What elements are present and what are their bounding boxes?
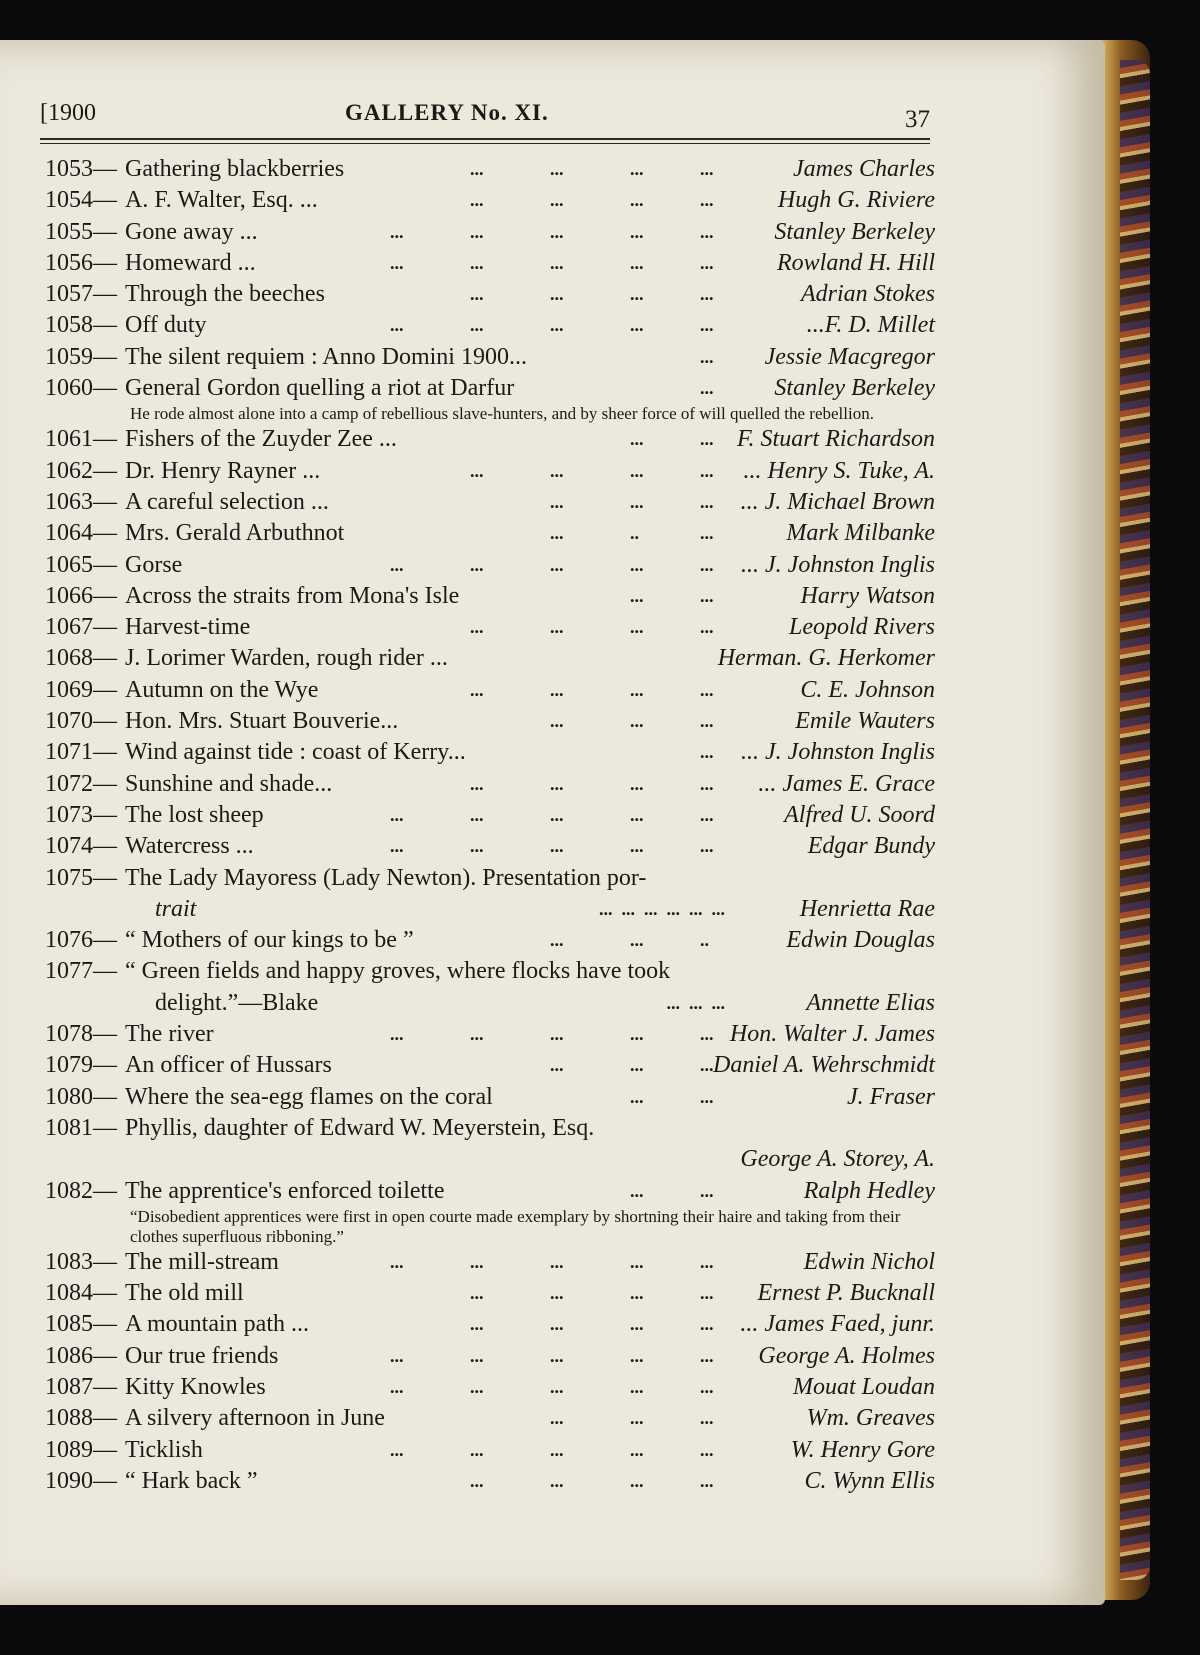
entry-title: Off duty (125, 312, 207, 339)
catalogue-entry (45, 1403, 935, 1434)
catalogue-entry (45, 373, 935, 404)
entry-title: The Lady Mayoress (Lady Newton). Presentation por- (125, 864, 647, 891)
leader-dots: ... (550, 1408, 564, 1429)
header-rule (40, 138, 930, 140)
leader-dots: ... (390, 221, 404, 242)
entry-artist: Henrietta Rae (799, 895, 935, 922)
entry-number: 1076— (45, 927, 117, 954)
entry-number: 1084— (45, 1280, 117, 1307)
catalogue-entry (45, 1278, 935, 1309)
entry-artist: Hugh G. Riviere (777, 187, 935, 214)
entry-number: 1083— (45, 1248, 117, 1275)
entry-continuation (45, 988, 935, 1019)
entry-artist: J. Fraser (847, 1083, 935, 1110)
leader-dots: ... (470, 252, 484, 273)
catalogue-entry (45, 424, 935, 455)
leader-dots: ... (390, 1024, 404, 1045)
catalogue-entry (45, 456, 935, 487)
leader-dots: ... (470, 1314, 484, 1335)
leader-dots: ... (700, 1251, 714, 1272)
entry-number: 1057— (45, 281, 117, 308)
leader-dots: ... (550, 773, 564, 794)
leader-dots: ... (390, 1439, 404, 1460)
leader-dots: ... (700, 252, 714, 273)
entry-artist: ... Henry S. Tuke, A. (743, 457, 935, 484)
catalogue-entry (45, 863, 935, 894)
entry-artist: Jessie Macgregor (764, 343, 935, 370)
entry-continuation (45, 1144, 935, 1175)
catalogue-entry (45, 1372, 935, 1403)
leader-dots: ... (470, 617, 484, 638)
catalogue-entry (45, 1309, 935, 1340)
catalogue-entry (45, 1176, 935, 1207)
entry-title: A silvery afternoon in June (125, 1405, 385, 1432)
catalogue-entry (45, 925, 935, 956)
leader-dots: ... (700, 315, 714, 336)
header-year: [1900 (40, 100, 96, 126)
catalogue-entry (45, 185, 935, 216)
entry-artist: Edwin Nichol (803, 1248, 935, 1275)
leader-dots: ... (630, 1408, 644, 1429)
leader-dots: ... (700, 1408, 714, 1429)
entry-artist: C. E. Johnson (800, 676, 935, 703)
catalogue-entry (45, 217, 935, 248)
leader-dots: ... (700, 1180, 714, 1201)
entry-title: Across the straits from Mona's Isle (125, 582, 460, 609)
leader-dots: ... (550, 804, 564, 825)
entry-title: Gone away ... (125, 218, 258, 245)
leader-dots: ... (700, 491, 714, 512)
catalogue-entry (45, 1435, 935, 1466)
entry-number: 1070— (45, 708, 117, 735)
entry-artist: ... J. Michael Brown (740, 488, 935, 515)
leader-dots: ... (630, 491, 644, 512)
entry-artist: Mouat Loudan (792, 1373, 935, 1400)
leader-dots: ... (700, 1314, 714, 1335)
leader-dots: ... (630, 1439, 644, 1460)
entry-artist: F. Stuart Richardson (736, 426, 935, 453)
leader-dots: ... (630, 429, 644, 450)
leader-dots: ... (470, 773, 484, 794)
entry-artist: Ralph Hedley (803, 1177, 935, 1204)
leader-dots: ... (630, 460, 644, 481)
entry-title: The mill-stream (125, 1248, 279, 1275)
continuation-text: delight.”—Blake (155, 989, 319, 1016)
entry-title: A mountain path ... (125, 1311, 309, 1338)
leader-dots: ... (550, 252, 564, 273)
leader-dots: ... (550, 1314, 564, 1335)
entry-number: 1065— (45, 551, 117, 578)
entry-artist: Edgar Bundy (807, 833, 935, 860)
entry-note: He rode almost alone into a camp of rebellious slave-hunters, and by sheer force of will quelled the rebellion. (130, 404, 874, 424)
entry-number: 1064— (45, 520, 117, 547)
catalogue-entry (45, 1466, 935, 1497)
leader-dots: ... (390, 1376, 404, 1397)
catalogue-entry (45, 154, 935, 185)
entry-title: Mrs. Gerald Arbuthnot (125, 520, 345, 547)
entry-number: 1079— (45, 1052, 117, 1079)
entry-artist: Herman. G. Herkomer (717, 645, 935, 672)
entry-number: 1062— (45, 457, 117, 484)
entry-number: 1089— (45, 1436, 117, 1463)
entry-title: Wind against tide : coast of Kerry... (125, 739, 466, 766)
leader-dots: ... (700, 190, 714, 211)
leader-dots: ... (630, 1376, 644, 1397)
entry-number: 1058— (45, 312, 117, 339)
entry-artist: C. Wynn Ellis (804, 1467, 935, 1494)
entry-number: 1078— (45, 1021, 117, 1048)
entry-number: 1055— (45, 218, 117, 245)
leader-dots: ... (390, 836, 404, 857)
leader-dots: ... (390, 554, 404, 575)
leader-dots: ... (390, 315, 404, 336)
entry-artist: ... J. Johnston Inglis (741, 551, 935, 578)
leader-dots: ... (470, 1024, 484, 1045)
catalogue-entry (45, 956, 935, 987)
entry-artist: Harry Watson (800, 582, 935, 609)
catalogue-entry (45, 675, 935, 706)
entry-number: 1090— (45, 1467, 117, 1494)
entry-title: The old mill (125, 1280, 244, 1307)
entry-title: The apprentice's enforced toilette (125, 1177, 445, 1204)
leader-dots: ... (470, 221, 484, 242)
catalogue-entry (45, 279, 935, 310)
leader-dots: ... (550, 930, 564, 951)
leader-dots: .. (630, 523, 639, 544)
leader-dots: ... (700, 773, 714, 794)
leader-dots: ... (700, 836, 714, 857)
entry-title: “ Mothers of our kings to be ” (125, 927, 414, 954)
leader-dots: ... (630, 836, 644, 857)
leader-dots: ... (470, 1345, 484, 1366)
catalogue-entry (45, 1113, 935, 1144)
entry-number: 1060— (45, 375, 117, 402)
page-number: 37 (905, 106, 930, 133)
catalogue-entry (45, 643, 935, 674)
leader-dots: ... (470, 836, 484, 857)
leader-dots: ... (550, 1251, 564, 1272)
entry-artist: Stanley Berkeley (774, 375, 935, 402)
leader-dots: ... (630, 617, 644, 638)
entry-title: “ Green fields and happy groves, where flocks have took (125, 958, 671, 985)
catalogue-entry (45, 1050, 935, 1081)
entry-artist: George A. Holmes (758, 1342, 935, 1369)
leader-dots: ... (470, 284, 484, 305)
entry-title: Fishers of the Zuyder Zee ... (125, 426, 397, 453)
leader-dots: ... (550, 159, 564, 179)
leader-dots: ... (470, 1439, 484, 1460)
entry-title: Phyllis, daughter of Edward W. Meyerstein, Esq. (125, 1114, 595, 1141)
leader-dots: ... (630, 1024, 644, 1045)
entry-title: Sunshine and shade... (125, 770, 333, 797)
entry-number: 1068— (45, 645, 117, 672)
header-gallery: GALLERY No. XI. (345, 100, 549, 125)
leader-dots: ... (630, 1251, 644, 1272)
entry-artist: Hon. Walter J. James (729, 1021, 935, 1048)
entry-artist: Edwin Douglas (786, 927, 935, 954)
leader-dots: ... (700, 1470, 714, 1491)
leader-dots: ... (390, 1251, 404, 1272)
leader-dots: ... (700, 378, 714, 399)
leader-dots: ... (700, 221, 714, 242)
entry-title: Our true friends (125, 1342, 279, 1369)
entry-title: Watercress ... (125, 833, 254, 860)
leader-dots: ... (550, 836, 564, 857)
entry-artist: Rowland H. Hill (776, 249, 935, 276)
leader-dots: ... (550, 1283, 564, 1304)
entry-title: Autumn on the Wye (125, 676, 319, 703)
entry-number: 1073— (45, 801, 117, 828)
leader-dots: ... (550, 1345, 564, 1366)
leader-dots: ... (550, 1470, 564, 1491)
catalogue-entry (45, 248, 935, 279)
leader-dots: ... (700, 1283, 714, 1304)
leader-dots: ... (630, 1180, 644, 1201)
entry-title: Homeward ... (125, 249, 256, 276)
catalogue-entry (45, 800, 935, 831)
leader-dots: ... (700, 679, 714, 700)
leader-dots: ... (470, 159, 484, 179)
entry-artist: ... James E. Grace (758, 770, 935, 797)
entry-artist: Leopold Rivers (789, 614, 935, 641)
entry-artist: Wm. Greaves (806, 1405, 935, 1432)
leader-dots: ... (470, 1283, 484, 1304)
leader-dots: ... (630, 315, 644, 336)
entry-title: An officer of Hussars (125, 1052, 332, 1079)
leader-dots: ... (390, 252, 404, 273)
leader-dots: ... (390, 804, 404, 825)
header-rule-thin (40, 143, 930, 144)
leader-dots: ... (700, 711, 714, 732)
leader-dots: ... (470, 679, 484, 700)
continuation-text: trait (155, 895, 197, 922)
running-header (40, 100, 930, 140)
leader-dots: ... (630, 159, 644, 179)
entry-number: 1072— (45, 770, 117, 797)
entry-number: 1077— (45, 958, 117, 985)
entry-title: Hon. Mrs. Stuart Bouverie... (125, 708, 399, 735)
catalogue-entry (45, 737, 935, 768)
leader-dots: ... (470, 1251, 484, 1272)
leader-dots: ... (700, 346, 714, 367)
leader-dots: ... (550, 221, 564, 242)
leader-dots: ... (550, 1376, 564, 1397)
entry-number: 1054— (45, 187, 117, 214)
leader-dots: ... (550, 679, 564, 700)
entry-title: The river (125, 1021, 214, 1048)
leader-dots: ... (700, 1055, 714, 1076)
entry-number: 1056— (45, 249, 117, 276)
catalogue-entry (45, 342, 935, 373)
catalogue-entry (45, 769, 935, 800)
entry-artist: James Charles (793, 156, 935, 182)
entry-title: Kitty Knowles (125, 1373, 266, 1400)
leader-dots: ... (550, 460, 564, 481)
marbled-edge (1120, 60, 1150, 1580)
leader-dots: ... (700, 617, 714, 638)
leader-dots: ... (470, 315, 484, 336)
leader-dots: ... (550, 190, 564, 211)
entry-artist: Mark Milbanke (786, 520, 935, 547)
leader-dots: ... (630, 190, 644, 211)
leader-dots: ... (550, 315, 564, 336)
leader-dots: ... (700, 460, 714, 481)
leader-dots: ... (630, 804, 644, 825)
entry-title: Through the beeches (125, 281, 325, 308)
catalogue-entry (45, 1247, 935, 1278)
catalogue-entries (45, 154, 935, 1497)
entry-artist: ... James Faed, junr. (740, 1311, 935, 1338)
leader-dots: ... (390, 1345, 404, 1366)
catalogue-entry (45, 310, 935, 341)
leader-dots: ... (700, 159, 714, 179)
leader-dots: ... (470, 1376, 484, 1397)
leader-dots: ... (630, 554, 644, 575)
leader-dots: ... (700, 523, 714, 544)
entry-number: 1067— (45, 614, 117, 641)
catalogue-entry (45, 581, 935, 612)
entry-number: 1081— (45, 1114, 117, 1141)
entry-number: 1087— (45, 1373, 117, 1400)
entry-artist: Adrian Stokes (801, 281, 935, 308)
leader-dots: ... (550, 554, 564, 575)
entry-artist: ...F. D. Millet (806, 312, 935, 339)
catalogue-entry (45, 1341, 935, 1372)
catalogue-entry (45, 518, 935, 549)
leader-dots: ... (630, 1314, 644, 1335)
leader-dots: ... (700, 284, 714, 305)
entry-artist: Daniel A. Wehrschmidt (713, 1052, 935, 1079)
leader-dots: ... (700, 554, 714, 575)
leader-dots: ... (630, 930, 644, 951)
entry-number: 1053— (45, 156, 117, 182)
entry-artist: Alfred U. Soord (784, 801, 935, 828)
leader-dots: ... (630, 711, 644, 732)
leader-dots: ... ... ... (666, 992, 725, 1013)
entry-number: 1063— (45, 488, 117, 515)
leader-dots: ... (550, 617, 564, 638)
leader-dots: ... (550, 1439, 564, 1460)
entry-title: Gathering blackberries (125, 156, 345, 182)
leader-dots: ... (700, 1439, 714, 1460)
entry-number: 1075— (45, 864, 117, 891)
entry-number: 1080— (45, 1083, 117, 1110)
leader-dots: ... (630, 679, 644, 700)
leader-dots: ... (700, 1376, 714, 1397)
leader-dots: ... (550, 491, 564, 512)
catalogue-entry (45, 1019, 935, 1050)
leader-dots: ... (700, 1345, 714, 1366)
leader-dots: ... (630, 1470, 644, 1491)
entry-continuation (45, 894, 935, 925)
entry-title: “ Hark back ” (125, 1467, 258, 1494)
leader-dots: ... (470, 1470, 484, 1491)
entry-number: 1082— (45, 1177, 117, 1204)
entry-title: Where the sea-egg flames on the coral (125, 1083, 493, 1110)
catalogue-entry (45, 487, 935, 518)
entry-number: 1066— (45, 582, 117, 609)
leader-dots: ... (550, 1055, 564, 1076)
leader-dots: .. (700, 930, 709, 951)
entry-number: 1069— (45, 676, 117, 703)
entry-title: Gorse (125, 551, 183, 578)
entry-number: 1071— (45, 739, 117, 766)
entry-number: 1074— (45, 833, 117, 860)
leader-dots: ... (630, 1086, 644, 1107)
leader-dots: ... (630, 284, 644, 305)
entry-title: The lost sheep (125, 801, 264, 828)
entry-title: Dr. Henry Rayner ... (125, 457, 321, 484)
entry-title: A. F. Walter, Esq. ... (125, 187, 318, 214)
leader-dots: ... (700, 429, 714, 450)
entry-title: A careful selection ... (125, 488, 329, 515)
leader-dots: ... (700, 1024, 714, 1045)
entry-artist: Annette Elias (806, 989, 935, 1016)
entry-artist: Ernest P. Bucknall (757, 1280, 935, 1307)
entry-artist: ... J. Johnston Inglis (741, 739, 935, 766)
leader-dots: ... (700, 742, 714, 763)
entry-title: Harvest-time (125, 614, 251, 641)
entry-note: “Disobedient apprentices were first in open courte made exemplary by shortning their haire and taking from their clothes superfluous ribboning.” (130, 1206, 901, 1246)
entry-title: General Gordon quelling a riot at Darfur (125, 375, 515, 402)
entry-artist: George A. Storey, A. (740, 1146, 935, 1173)
leader-dots: ... (700, 585, 714, 606)
leader-dots: ... (470, 190, 484, 211)
leader-dots: ... (630, 1055, 644, 1076)
entry-artist: W. Henry Gore (790, 1436, 935, 1463)
leader-dots: ... (550, 711, 564, 732)
entry-title: The silent requiem : Anno Domini 1900... (125, 343, 527, 370)
entry-artist: Stanley Berkeley (774, 218, 935, 245)
catalogue-entry (45, 1082, 935, 1113)
leader-dots: ... (630, 585, 644, 606)
leader-dots: ... (470, 804, 484, 825)
leader-dots: ... (470, 554, 484, 575)
leader-dots: ... (630, 252, 644, 273)
leader-dots: ... ... ... ... ... ... (599, 898, 725, 919)
leader-dots: ... (700, 804, 714, 825)
leader-dots: ... (630, 1283, 644, 1304)
leader-dots: ... (550, 284, 564, 305)
entry-number: 1088— (45, 1405, 117, 1432)
leader-dots: ... (550, 523, 564, 544)
leader-dots: ... (550, 1024, 564, 1045)
catalogue-entry (45, 706, 935, 737)
entry-number: 1059— (45, 343, 117, 370)
entry-number: 1085— (45, 1311, 117, 1338)
entry-title: J. Lorimer Warden, rough rider ... (125, 645, 448, 672)
entry-artist: Emile Wauters (795, 708, 935, 735)
catalogue-entry (45, 612, 935, 643)
leader-dots: ... (470, 460, 484, 481)
entry-number: 1061— (45, 426, 117, 453)
catalogue-entry (45, 831, 935, 862)
entry-number: 1086— (45, 1342, 117, 1369)
leader-dots: ... (630, 221, 644, 242)
leader-dots: ... (630, 1345, 644, 1366)
leader-dots: ... (630, 773, 644, 794)
catalogue-entry (45, 550, 935, 581)
entry-title: Ticklish (125, 1436, 203, 1463)
leader-dots: ... (700, 1086, 714, 1107)
